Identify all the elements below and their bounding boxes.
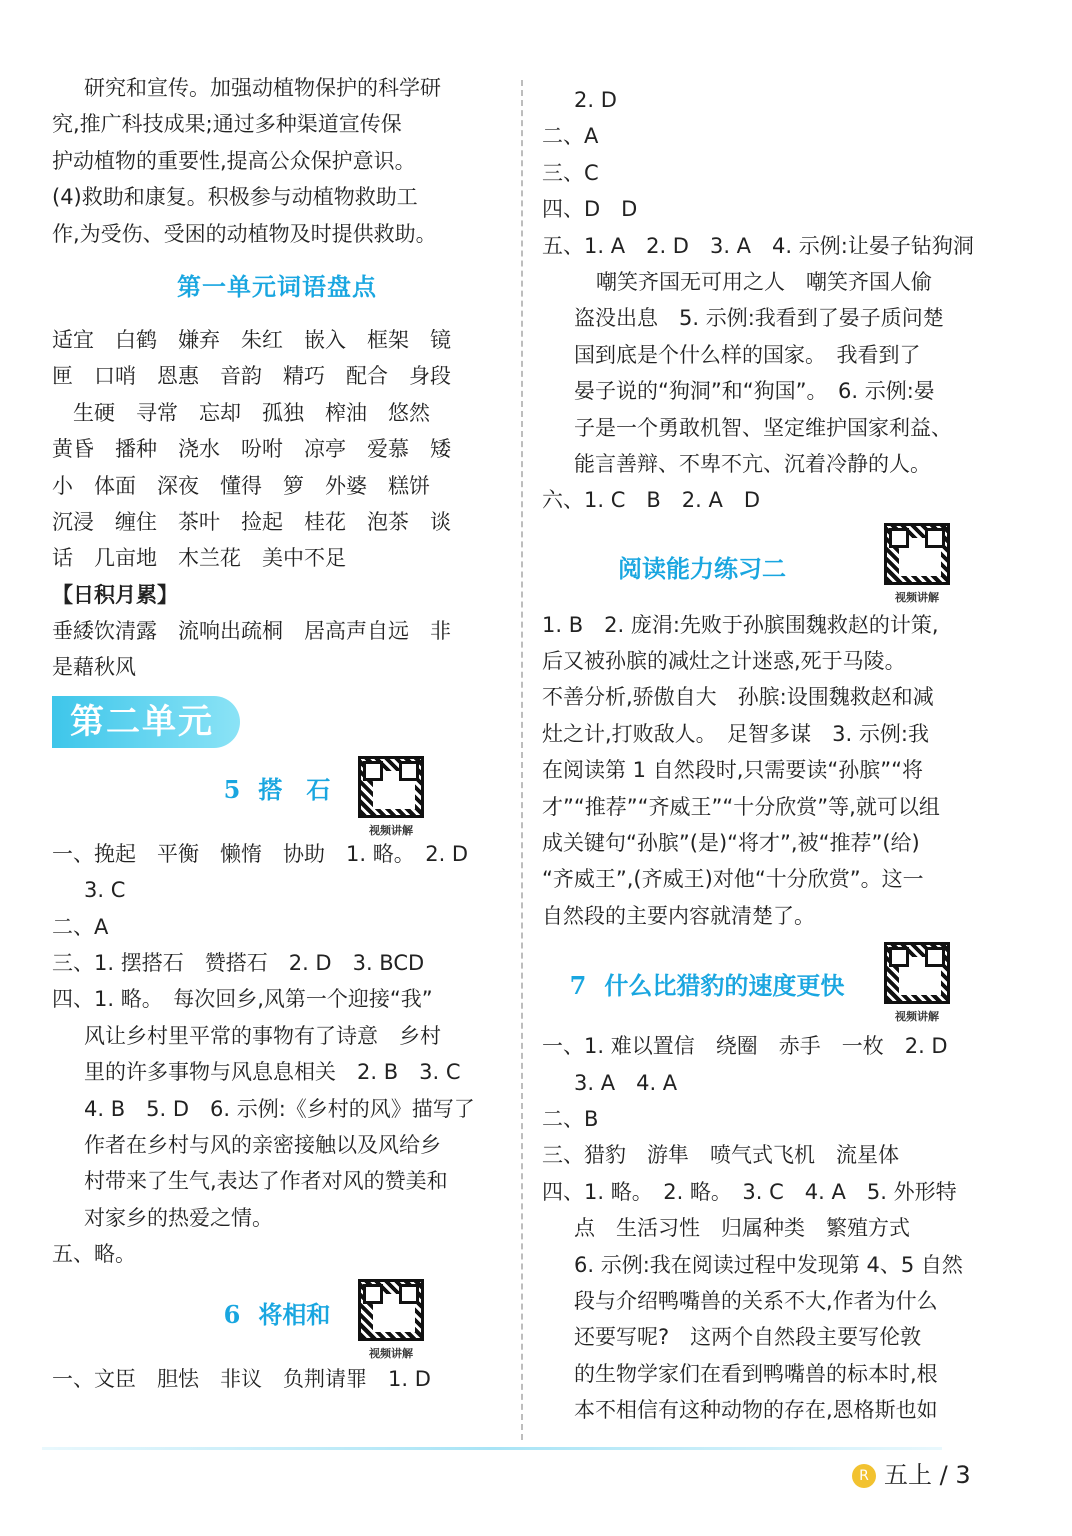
- text-line: 垂緌饮清露 流响出疏桐 居高声自远 非: [52, 619, 451, 644]
- text-line: 研究和宣传。加强动植物保护的科学研: [84, 76, 441, 100]
- unit-banner: 第二单元: [52, 696, 240, 748]
- answer-line: 自然段的主要内容就清楚了。: [542, 903, 815, 928]
- answer-line: 晏子说的“狗洞”和“狗国”。 6. 示例:晏: [574, 379, 935, 404]
- text-line: 作,为受伤、受困的动植物及时提供救助。: [52, 221, 437, 246]
- answer-line: 五、1. A 2. D 3. A 4. 示例:让晏子钻狗洞: [542, 233, 974, 258]
- right-column: [542, 84, 992, 1429]
- answer-line: 三、C: [542, 160, 599, 185]
- text-line: (4)救助和康复。积极参与动植物救助工: [52, 185, 418, 210]
- qr-code-icon[interactable]: [884, 523, 950, 585]
- reading-practice-2-header: [542, 519, 992, 607]
- answer-line: 点 生活习性 归属种类 繁殖方式: [574, 1216, 910, 1241]
- answer-line: 4. B 5. D 6. 示例:《乡村的风》描写了: [84, 1096, 475, 1121]
- qr-caption: 视频讲解: [895, 590, 939, 604]
- answer-line: 本不相信有这种动物的存在,恩格斯也如: [574, 1398, 938, 1423]
- lesson-name: 什么比猎豹的速度更快: [604, 972, 845, 1001]
- answer-line: 国到底是个什么样的国家。 我看到了: [574, 342, 921, 367]
- answer-line: 嘲笑齐国无可用之人 嘲笑齐国人偷: [596, 269, 932, 294]
- lesson-5-header: [52, 748, 502, 836]
- lesson-title: [542, 966, 872, 1001]
- answer-line: 四、D D: [542, 197, 638, 222]
- answer-line: 五、略。: [52, 1242, 136, 1267]
- answer-line: 一、1. 难以置信 绕圈 赤手 一枚 2. D: [542, 1034, 948, 1059]
- qr-caption: 视频讲解: [895, 1010, 939, 1024]
- qr-code-icon[interactable]: [358, 1279, 424, 1341]
- answer-line: 才”“推荐”“齐威王”“十分欣赏”等,就可以组: [542, 794, 940, 819]
- answer-line: 一、挽起 平衡 懒惰 协助 1. 略。 2. D: [52, 841, 469, 866]
- answer-line: 1. B 2. 庞涓:先败于孙膑围魏救赵的计策,: [542, 612, 939, 637]
- answer-line: 成关键句“孙膑”(是)“将才”,被“推荐”(给): [542, 831, 920, 856]
- answer-line: 作者在乡村与风的亲密接触以及风给乡: [84, 1132, 441, 1157]
- answer-line: 村带来了生气,表达了作者对风的赞美和: [84, 1169, 448, 1194]
- vocab-section-title: 第一单元词语盘点: [177, 272, 377, 301]
- text-line: 是藉秋风: [52, 655, 136, 680]
- qr-code-icon[interactable]: [884, 942, 950, 1004]
- column-divider: [521, 80, 523, 1440]
- answer-line: 2. D: [574, 88, 617, 112]
- page-number-text: 五上 / 3: [884, 1461, 971, 1489]
- qr-caption: 视频讲解: [369, 1346, 413, 1360]
- daily-accumulation-title: 【日积月累】: [52, 582, 178, 607]
- answer-line: 不善分析,骄傲自大 孙膑:设围魏救赵和减: [542, 685, 934, 710]
- answer-line: 二、A: [542, 124, 599, 149]
- lesson-title: [52, 770, 502, 805]
- answer-line: 灶之计,打败敌人。 足智多谋 3. 示例:我: [542, 721, 929, 746]
- lesson-name: 搭 石: [258, 775, 331, 804]
- answer-line: 盗没出息 5. 示例:我看到了晏子质问楚: [574, 306, 944, 331]
- answer-line: 在阅读第 1 自然段时,只需要读“孙膑”“将: [542, 758, 924, 783]
- answer-line: 四、1. 略。 2. 略。 3. C 4. A 5. 外形特: [542, 1179, 957, 1204]
- qr-caption: 视频讲解: [369, 823, 413, 837]
- lesson-6-header: [52, 1273, 502, 1361]
- lesson-7-header: [542, 934, 992, 1022]
- left-column: [52, 70, 502, 1397]
- answer-line: 里的许多事物与风息息相关 2. B 3. C: [84, 1060, 461, 1085]
- answer-line: 对家乡的热爱之情。: [84, 1205, 273, 1230]
- answer-line: 三、1. 摆搭石 赞搭石 2. D 3. BCD: [52, 951, 425, 976]
- qr-code-icon[interactable]: [358, 756, 424, 818]
- answer-line: 二、A: [52, 914, 109, 939]
- answer-line: 3. C: [84, 878, 126, 903]
- answer-line: 6. 示例:我在阅读过程中发现第 4、5 自然: [574, 1252, 963, 1277]
- page-number: [852, 1455, 971, 1490]
- answer-line: 三、猎豹 游隼 喷气式飞机 流星体: [542, 1143, 899, 1168]
- answer-line: 子是一个勇敢机智、坚定维护国家利益、: [574, 415, 952, 440]
- answer-line: 后又被孙膑的减灶之计迷惑,死于马陵。: [542, 649, 906, 674]
- lesson-number: 7: [569, 971, 587, 1001]
- answer-line: 六、1. C B 2. A D: [542, 488, 761, 513]
- vocab-line: 沉浸 缠住 茶叶 捡起 桂花 泡茶 谈: [52, 509, 451, 534]
- vocab-line: 小 体面 深夜 懂得 箩 外婆 糕饼: [52, 473, 430, 498]
- lesson-name: 将相和: [258, 1300, 331, 1329]
- lesson-number: 6: [223, 1299, 241, 1329]
- section-title: 阅读能力练习二: [618, 554, 786, 583]
- answer-line: 四、1. 略。 每次回乡,风第一个迎接“我”: [52, 987, 433, 1012]
- footer-rule: [42, 1447, 942, 1450]
- answer-line: “齐威王”,(齐威王)对他“十分欣赏”。这一: [542, 867, 924, 892]
- lesson-number: 5: [223, 774, 241, 804]
- answer-line: 风让乡村里平常的事物有了诗意 乡村: [84, 1023, 441, 1048]
- answer-line: 段与介绍鸭嘴兽的关系不大,作者为什么: [574, 1288, 938, 1313]
- answer-line: 的生物学家们在看到鸭嘴兽的标本时,根: [574, 1361, 938, 1386]
- answer-line: 能言善辩、不卑不亢、沉着冷静的人。: [574, 451, 931, 476]
- vocab-line: 匣 口哨 恩惠 音韵 精巧 配合 身段: [52, 364, 451, 389]
- answer-line: 一、文臣 胆怯 非议 负荆请罪 1. D: [52, 1366, 431, 1391]
- lesson-title: [52, 1295, 502, 1330]
- answer-line: 二、B: [542, 1106, 599, 1131]
- vocab-line: 黄昏 播种 浇水 吩咐 凉亭 爱慕 矮: [52, 437, 451, 462]
- vocab-line: 生硬 寻常 忘却 孤独 榨油 悠然: [52, 400, 430, 425]
- text-line: 护动植物的重要性,提高公众保护意识。: [52, 148, 416, 173]
- answer-line: 3. A 4. A: [574, 1070, 678, 1095]
- vocab-line: 话 几亩地 木兰花 美中不足: [52, 546, 346, 571]
- answer-line: 还要写呢? 这两个自然段主要写伦敦: [574, 1325, 922, 1350]
- text-line: 究,推广科技成果;通过多种渠道宣传保: [52, 112, 402, 137]
- vocab-line: 适宜 白鹤 嫌弃 朱红 嵌入 框架 镜: [52, 327, 451, 352]
- edition-badge-icon: R: [852, 1464, 876, 1488]
